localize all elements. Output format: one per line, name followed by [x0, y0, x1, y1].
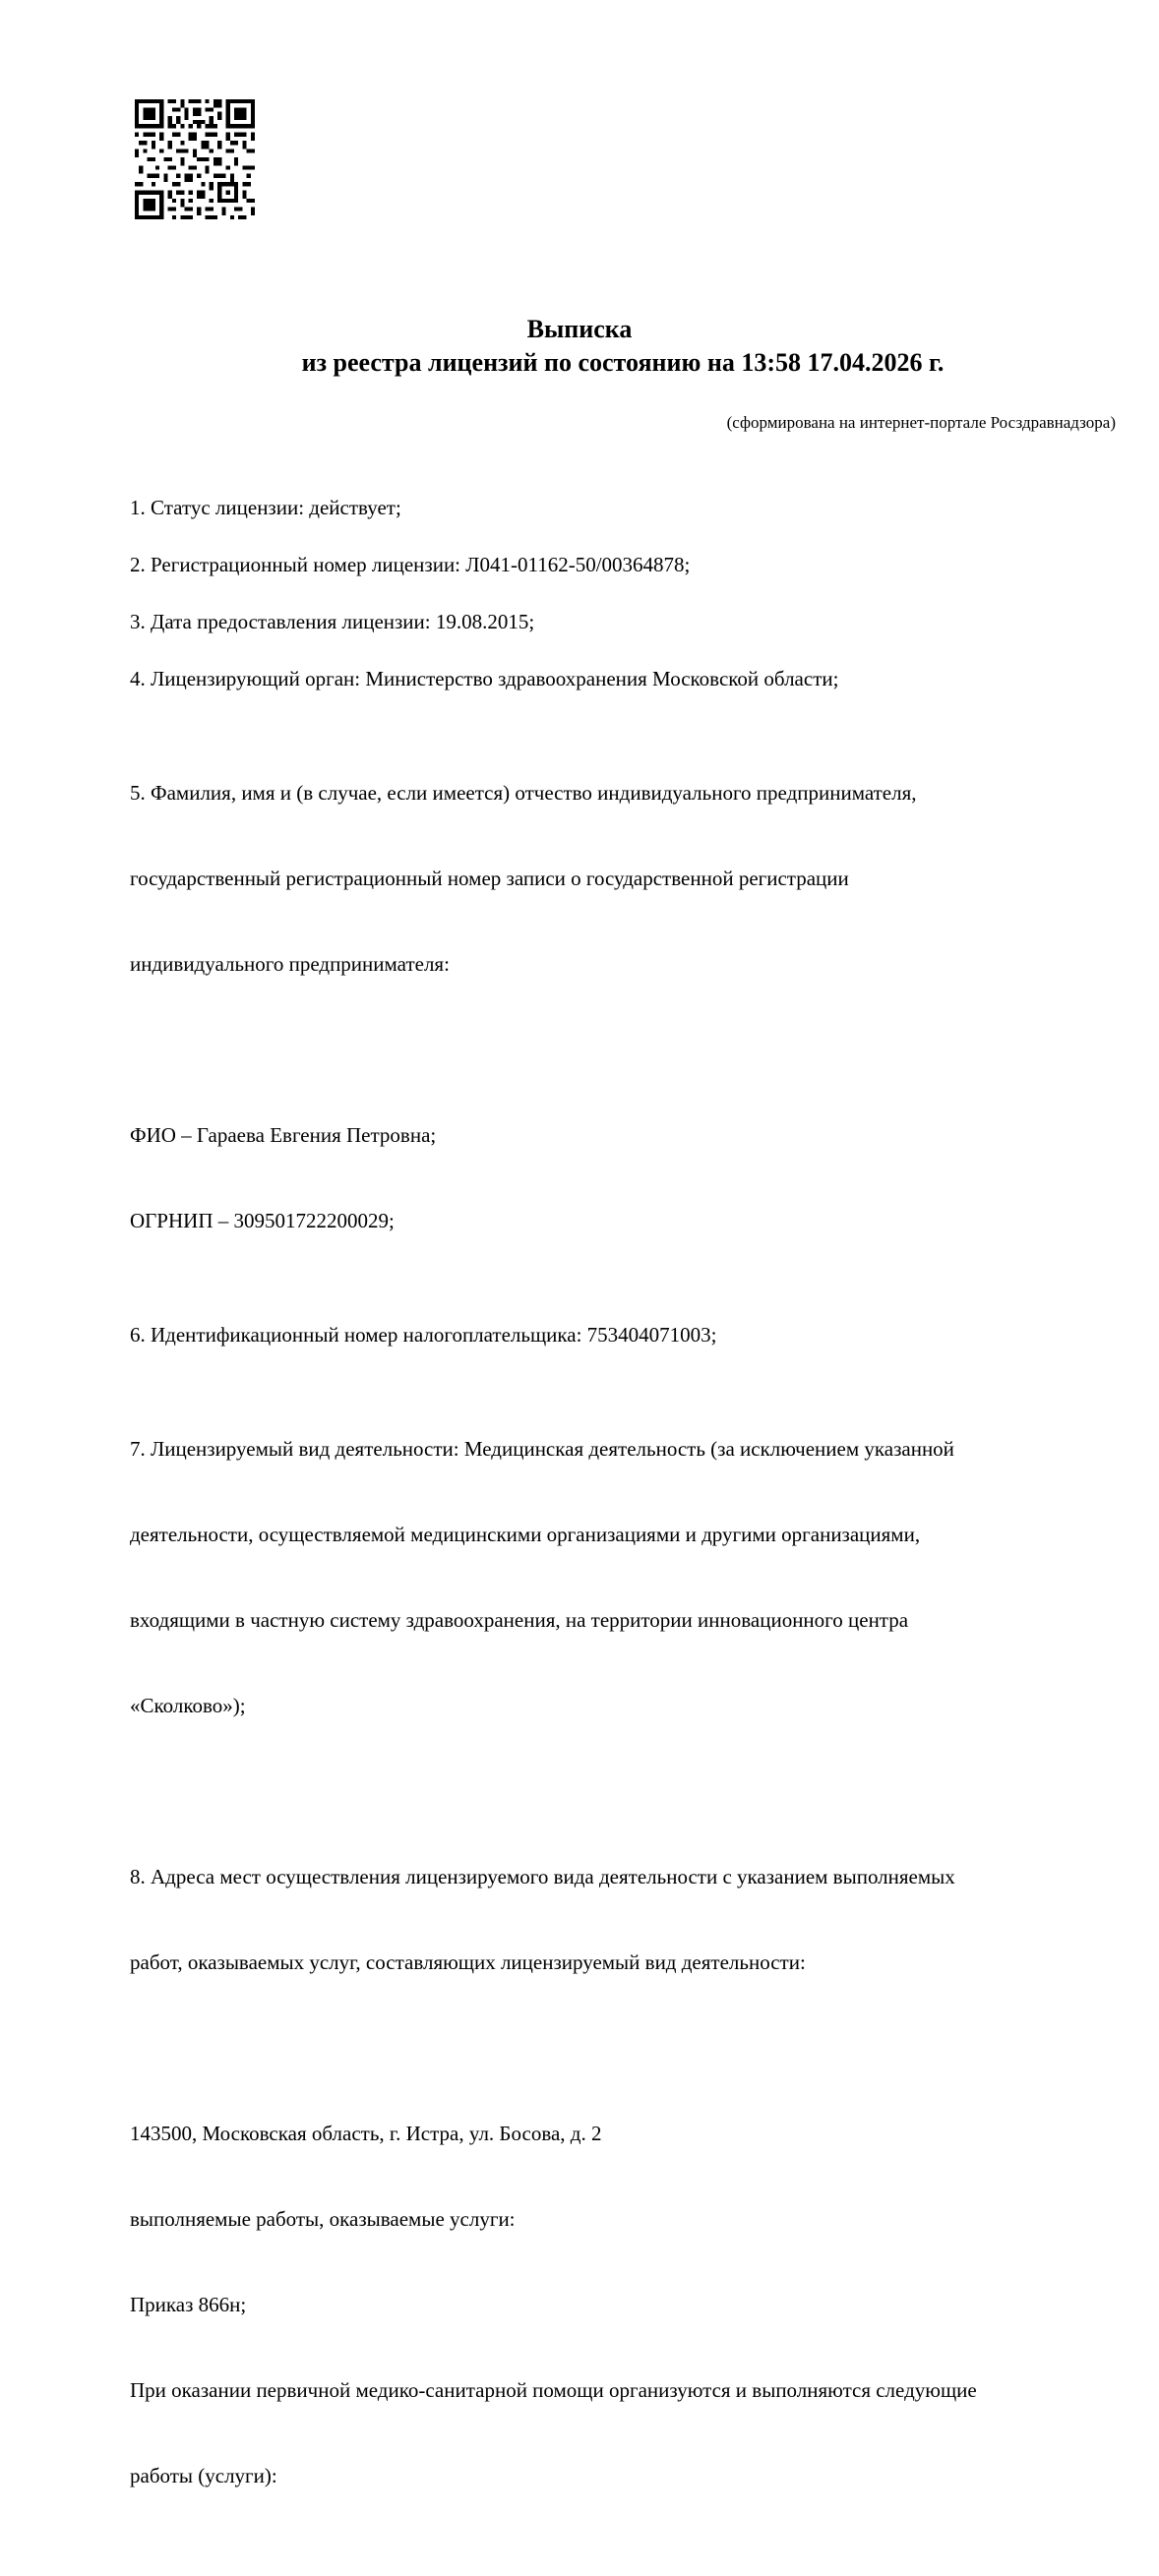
- text-line: государственный регистрационный номер записи о государственной регистрации: [130, 867, 849, 890]
- text-line: При оказании первичной медико-санитарной помощи организуются и выполняются следующие: [130, 2378, 977, 2402]
- item-issue-date: 3. Дата предоставления лицензии: 19.08.2015;: [130, 610, 535, 633]
- item-inn: 6. Идентификационный номер налогоплательщика: 753404071003;: [130, 1323, 717, 1347]
- text-line: 7. Лицензируемый вид деятельности: Медицинская деятельность (за исключением указанной: [130, 1437, 954, 1461]
- ogrnip: ОГРНИП – 309501722200029;: [130, 1209, 395, 1232]
- text-line: работ, оказываемых услуг, составляющих лицензируемый вид деятельности:: [130, 1950, 806, 1974]
- document-body: [130, 494, 1104, 2576]
- entrepreneur-details: [130, 1064, 1104, 1292]
- address-line: 143500, Московская область, г. Истра, ул. Босова, д. 2: [130, 2122, 602, 2145]
- text-line: работы (услуги):: [130, 2464, 277, 2487]
- item-activity-addresses: [130, 1806, 1104, 2034]
- qr-code-icon: [135, 99, 255, 219]
- item-licensing-authority: 4. Лицензирующий орган: Министерство здравоохранения Московской области;: [130, 667, 839, 690]
- text-line: деятельности, осуществляемой медицинскими организациями и другими организациями,: [130, 1523, 921, 1546]
- source-note: (сформирована на интернет-портале Росздравнадзора): [726, 413, 1116, 432]
- item-license-status: 1. Статус лицензии: действует;: [130, 496, 401, 519]
- text-line: Приказ 866н;: [130, 2293, 247, 2316]
- document-title: [0, 313, 1159, 380]
- item-registration-number: 2. Регистрационный номер лицензии: Л041-01162-50/00364878;: [130, 553, 691, 576]
- text-line: входящими в частную систему здравоохранения, на территории инновационного центра: [130, 1608, 909, 1632]
- full-name: ФИО – Гараева Евгения Петровна;: [130, 1123, 437, 1147]
- text-line: «Сколково»);: [130, 1694, 246, 1717]
- item-activity-type: [130, 1378, 1104, 1777]
- address-block: [130, 2063, 1104, 2547]
- text-line: 5. Фамилия, имя и (в случае, если имеется) отчество индивидуального предпринимателя,: [130, 781, 917, 805]
- title-line-2: из реестра лицензий по состоянию на 13:58 17.04.2026 г.: [301, 348, 945, 377]
- text-line: индивидуального предпринимателя:: [130, 952, 450, 976]
- text-line: выполняемые работы, оказываемые услуги:: [130, 2207, 516, 2231]
- text-line: 8. Адреса мест осуществления лицензируемого вида деятельности с указанием выполняемых: [130, 1865, 955, 1888]
- item-entrepreneur-info: [130, 722, 1104, 1036]
- title-line-1: Выписка: [526, 315, 633, 343]
